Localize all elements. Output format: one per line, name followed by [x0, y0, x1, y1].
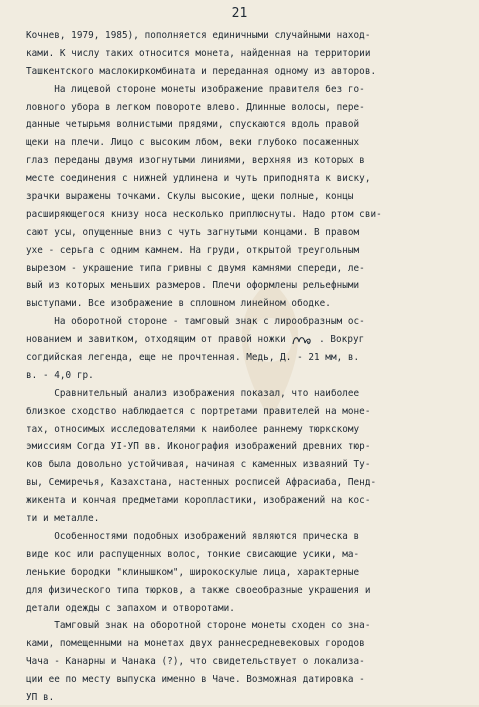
text-line: детали одежды с запахом и отворотами.: [26, 602, 235, 614]
text-line: жикента и кончая предметами коропластики, изображений на кос-: [26, 495, 371, 507]
tamga-sign-icon: [291, 334, 313, 346]
text-line: ловного убора в легком повороте влево. Длинные волосы, пере-: [26, 101, 365, 113]
text-line: глаз переданы двумя изогнутыми линиями, верхняя из которых в: [26, 155, 365, 167]
text-line: зрачки выражены точками. Скулы высокие, щеки полные, концы: [26, 191, 354, 203]
text-line: ками, помещенными на монетах двух раннесредневековых городов: [26, 638, 365, 650]
text-line: вый из которых меньших размеров. Плечи оформлены рельефными: [26, 280, 360, 292]
text-line: Тамговый знак на оборотной стороне монеты сходен со зна-: [26, 620, 371, 632]
text-line: близкое сходство наблюдается с портретами правителей на моне-: [26, 405, 371, 417]
text-line: ухе - серьга с одним камнем. На груди, открытой треугольным: [26, 244, 360, 256]
text-line: ленькие бородки "клинышком", широкоскулые лица, характерные: [26, 566, 360, 578]
text-line: вы, Семиречья, Казахстана, настенных росписей Афрасиаба, Пенд-: [26, 477, 377, 489]
text-line-with-tamga: [26, 331, 464, 349]
text-line: ками. К числу таких относится монета, найденная на территории: [26, 47, 371, 59]
text-line: тах, относимых исследователями к наиболее раннему тюркскому: [26, 423, 360, 435]
text-line: в. - 4,0 гр.: [26, 369, 94, 381]
text-line: сают усы, опущенные вниз с чуть загнутыми концами. В правом: [26, 226, 360, 238]
text-line: На оборотной стороне - тамговый знак с лирообразным ос-: [26, 316, 365, 328]
text-line: щеки на плечи. Лицо с высоким лбом, веки глубоко посаженных: [26, 137, 360, 149]
text-line: эмиссиям Согда УI-УП вв. Иконография изображений древних тюр-: [26, 441, 371, 453]
text-line: ков была довольно устойчивая, начиная с каменных изваяний Ту-: [26, 459, 371, 471]
text-segment: нованием и завитком, отходящим от правой ножки: [26, 334, 286, 346]
text-line: виде кос или распущенных волос, тонкие свисающие усики, ма-: [26, 548, 360, 560]
text-line: На лицевой стороне монеты изображение правителя без го-: [26, 83, 365, 95]
text-line: ции ее по месту выпуска именно в Чаче. Возможная датировка -: [26, 674, 365, 686]
text-line: вырезом - украшение типа гривны с двумя камнями спереди, ле-: [26, 262, 365, 274]
text-line: Ташкентского маслокиркомбината и переданная одному из авторов.: [26, 65, 377, 77]
text-line: выступами. Все изображение в сплошном линейном ободке.: [26, 298, 331, 310]
text-line: для физического типа тюрков, а также своеобразные украшения и: [26, 584, 371, 596]
text-line: месте соединения с нижней удлинена и чуть приподнята к виску,: [26, 173, 371, 185]
text-line: УП в.: [26, 691, 55, 703]
text-line: расширяющегося книзу носа несколько приплюснуты. Надо ртом сви-: [26, 208, 382, 220]
text-segment: . Вокруг: [319, 334, 365, 346]
text-line: ти и металле.: [26, 513, 100, 525]
text-line: согдийская легенда, еще не прочтенная. Медь, Д. - 21 мм, в.: [26, 352, 360, 364]
text-line: Чача - Канарны и Чанака (?), что свидетельствует о локализа-: [26, 656, 365, 668]
text-line: Особенностями подобных изображений являются прическа в: [26, 530, 360, 542]
text-line: Сравнительный анализ изображения показал, что наиболее: [26, 387, 360, 399]
page-number: 21: [231, 6, 248, 21]
text-line: данные четырьмя волнистыми прядями, спускаются вдоль правой: [26, 119, 360, 131]
text-line: Кочнев, 1979, 1985), пополняется единичными случайными наход-: [26, 30, 371, 41]
document-text: [26, 27, 464, 707]
